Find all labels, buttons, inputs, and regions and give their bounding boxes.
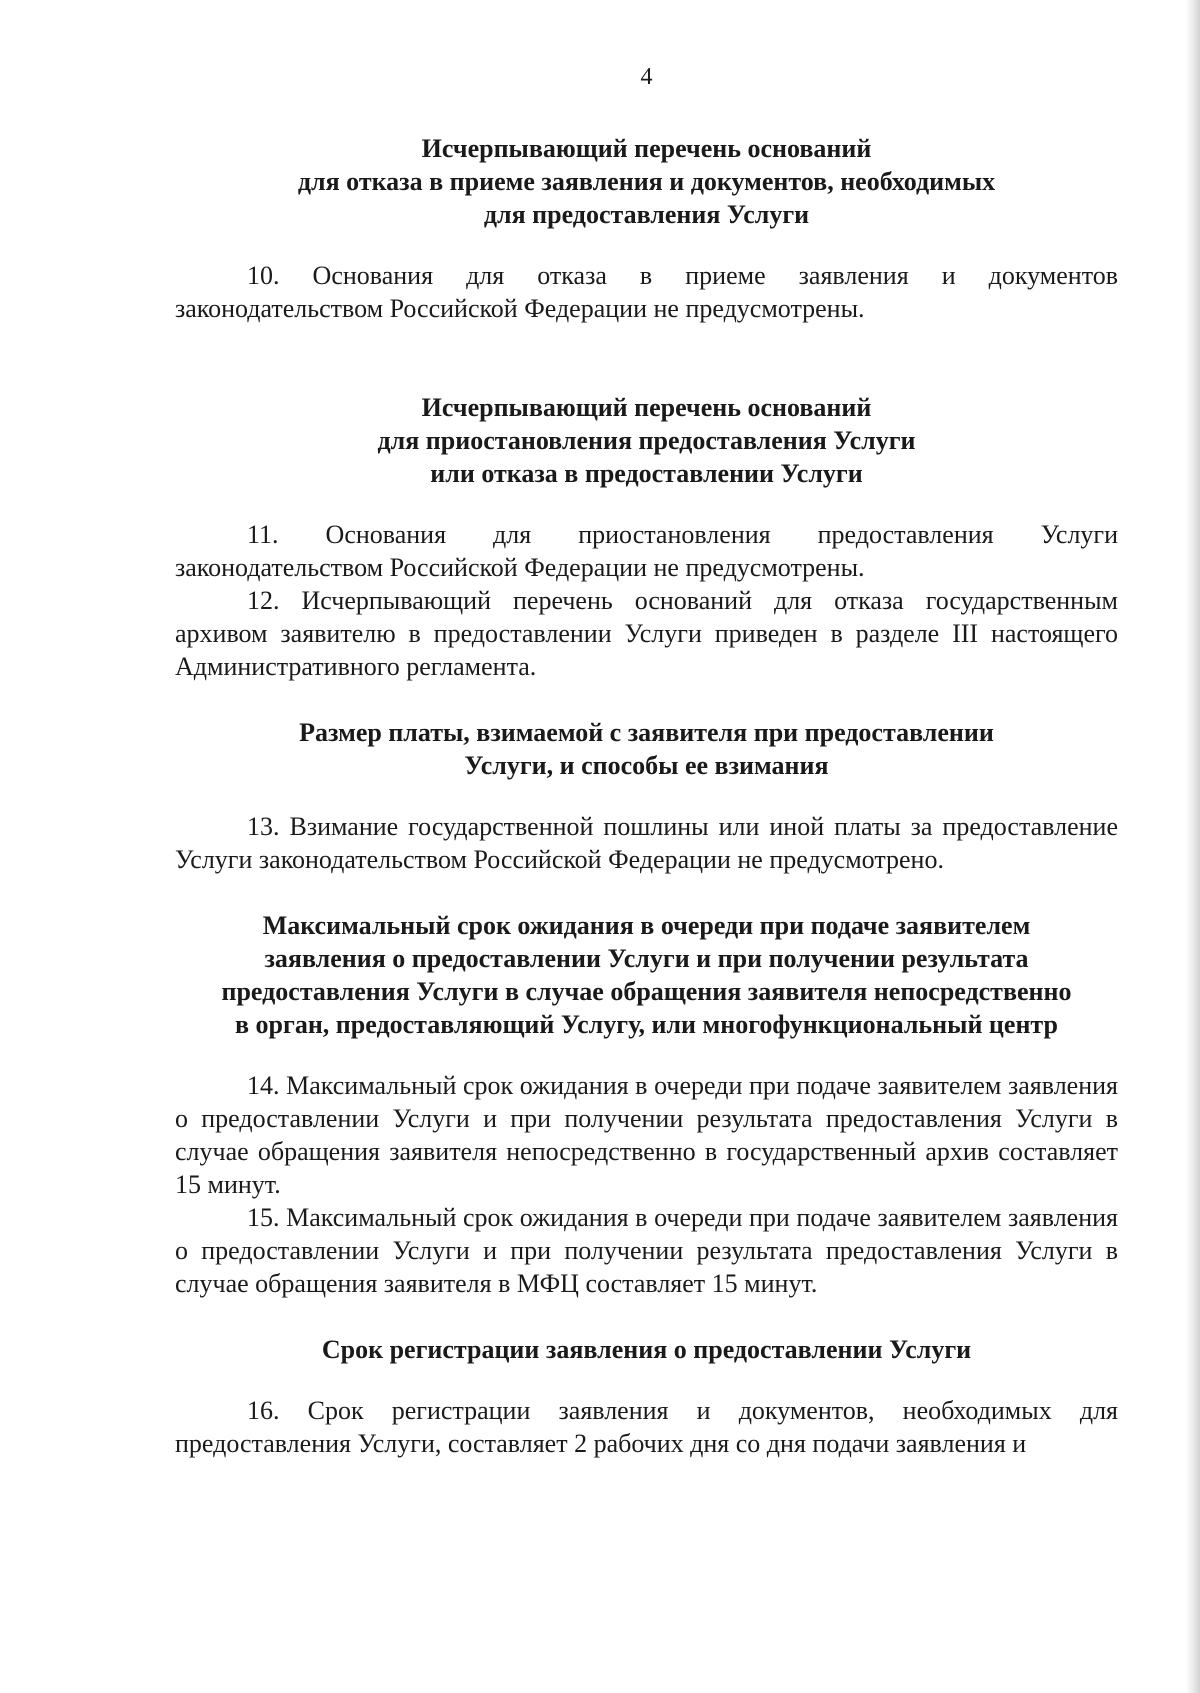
- paragraph-12: 12. Исчерпывающий перечень оснований для отказа государственным архивом заявителю в предоставлении Услуги приведен в разделе III настоящего Административного регламента.: [175, 586, 1118, 681]
- section-registration-time: [175, 1333, 1118, 1460]
- heading-line: предоставления Услуги в случае обращения заявителя непосредственно: [221, 977, 1072, 1006]
- heading-line: Срок регистрации заявления о предоставлении Услуги: [321, 1335, 972, 1364]
- section-heading: [175, 716, 1118, 782]
- section-heading: [175, 132, 1118, 231]
- paragraph-10: 10. Основания для отказа в приеме заявления и документов законодательством Российской Федерации не предусмотрены.: [175, 261, 1118, 323]
- section-refusal-acceptance: [175, 132, 1118, 325]
- heading-line: Исчерпывающий перечень оснований: [421, 134, 872, 163]
- section-heading: [175, 391, 1118, 490]
- heading-line: заявления о предоставлении Услуги и при получении результата: [264, 944, 1029, 973]
- page-number: 4: [640, 64, 653, 90]
- page-edge-shadow: [1186, 0, 1200, 1693]
- heading-line: Максимальный срок ожидания в очереди при подаче заявителем: [262, 911, 1031, 940]
- section-heading: [175, 1333, 1118, 1366]
- heading-line: для приостановления предоставления Услуги: [377, 426, 916, 455]
- document-page: [175, 62, 1118, 1460]
- section-suspension-refusal: [175, 391, 1118, 683]
- heading-line: или отказа в предоставлении Услуги: [430, 459, 863, 488]
- paragraph-16: 16. Срок регистрации заявления и документов, необходимых для предоставления Услуги, составляет 2 рабочих дня со дня подачи заявления и: [175, 1396, 1118, 1458]
- section-queue-time: [175, 909, 1118, 1300]
- paragraph-13: 13. Взимание государственной пошлины или иной платы за предоставление Услуги законодательством Российской Федерации не предусмотрено.: [175, 812, 1118, 874]
- heading-line: Услуги, и способы ее взимания: [464, 751, 829, 780]
- heading-line: в орган, предоставляющий Услугу, или многофункциональный центр: [235, 1010, 1058, 1039]
- paragraph-11: 11. Основания для приостановления предоставления Услуги законодательством Российской Федерации не предусмотрены.: [175, 520, 1118, 582]
- heading-line: для предоставления Услуги: [483, 200, 810, 229]
- heading-line: Исчерпывающий перечень оснований: [421, 393, 872, 422]
- heading-line: Размер платы, взимаемой с заявителя при предоставлении: [299, 718, 994, 747]
- paragraph-14: 14. Максимальный срок ожидания в очереди при подаче заявителем заявления о предоставлении Услуги и при получении результата предоставления Услуги в случае обращения заявителя непосредственно в государственный архив составляет 15 минут.: [175, 1071, 1118, 1199]
- section-fee: [175, 716, 1118, 876]
- heading-line: для отказа в приеме заявления и документов, необходимых: [297, 167, 996, 196]
- section-heading: [175, 909, 1118, 1041]
- paragraph-15: 15. Максимальный срок ожидания в очереди при подаче заявителем заявления о предоставлении Услуги и при получении результата предоставления Услуги в случае обращения заявителя в МФЦ составляет 15 минут.: [175, 1203, 1118, 1298]
